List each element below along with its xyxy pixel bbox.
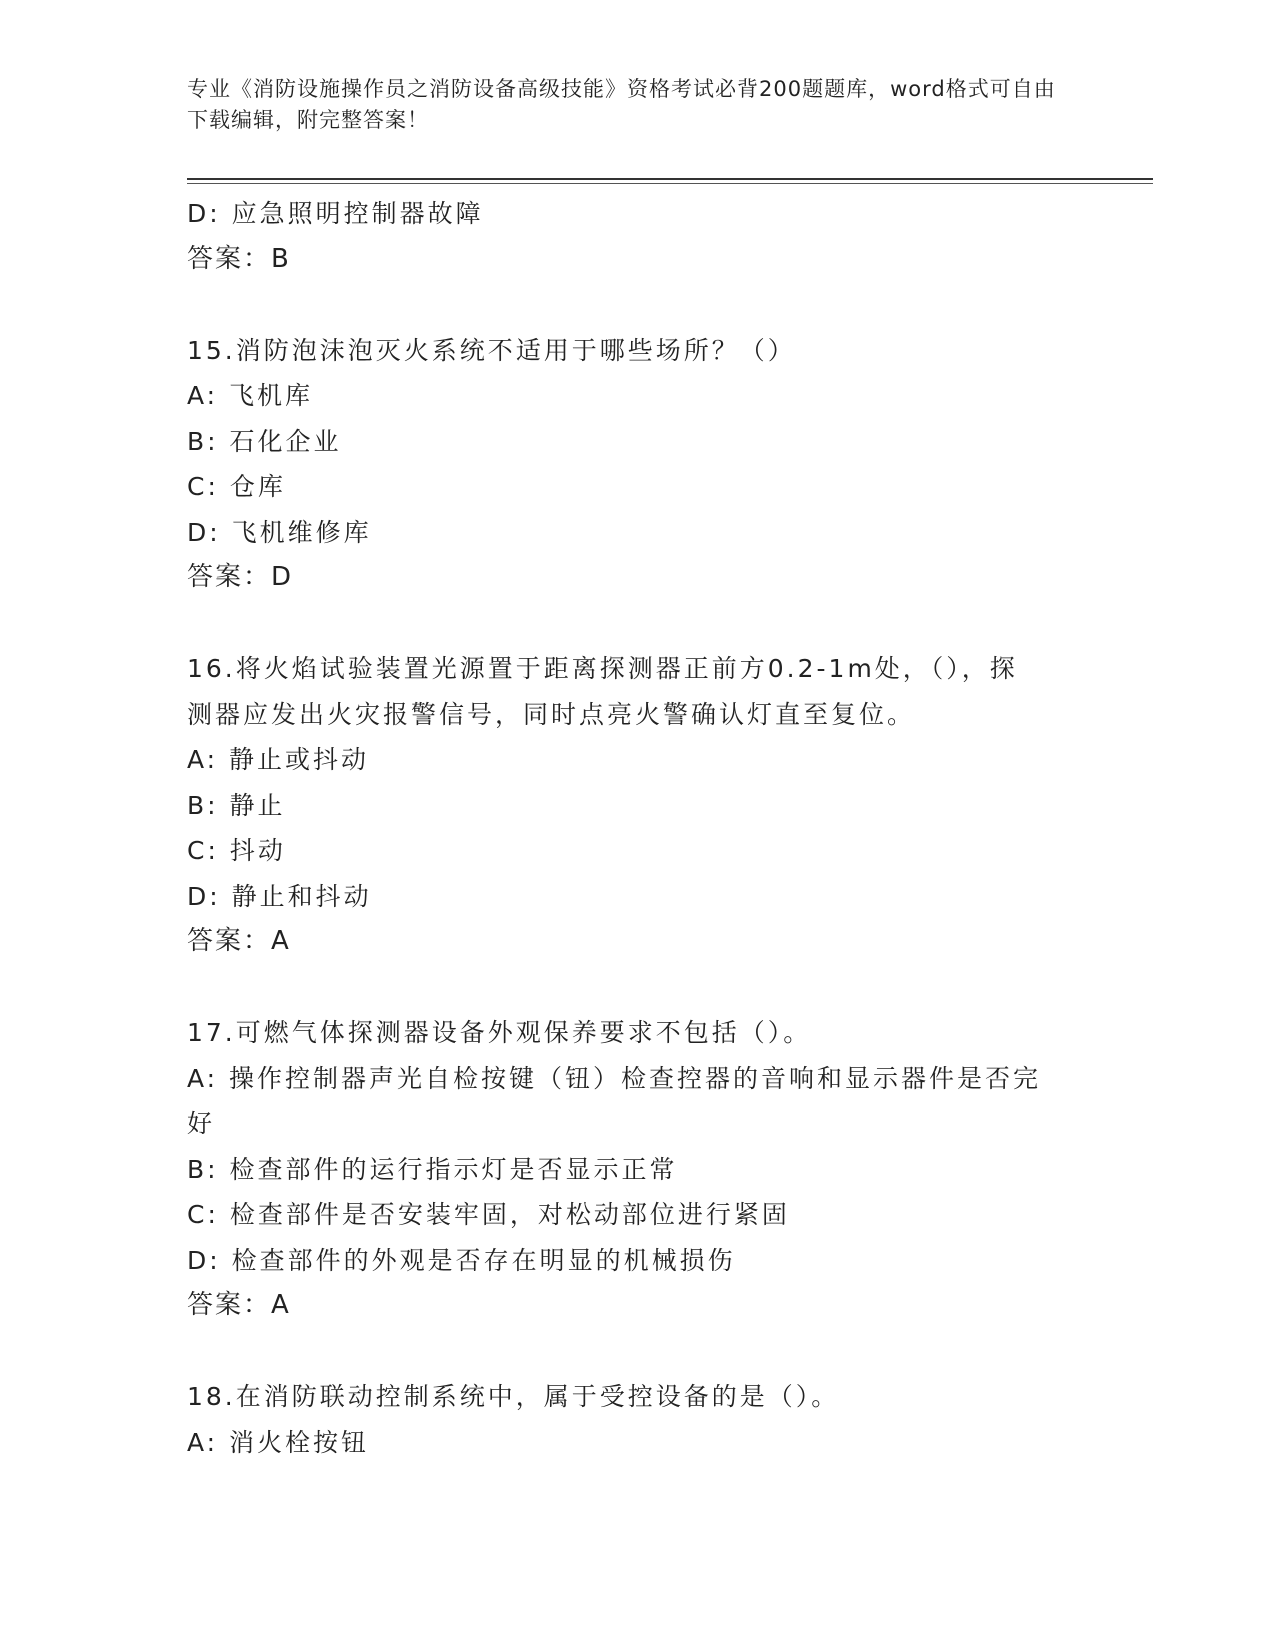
option-b: B: 检查部件的运行指示灯是否显示正常 xyxy=(187,1154,678,1184)
spacer xyxy=(187,1329,1087,1375)
question-stem: 18.在消防联动控制系统中，属于受控设备的是（）。 xyxy=(187,1382,840,1411)
spacer xyxy=(187,601,1087,647)
option-c: C: 仓库 xyxy=(187,472,286,501)
option-d: D: 检查部件的外观是否存在明显的机械损伤 xyxy=(187,1245,736,1275)
option-a: A: 静止或抖动 xyxy=(187,745,370,774)
option-c: C: 检查部件是否安装牢固，对松动部位进行紧固 xyxy=(187,1200,790,1229)
document-header: 专业《消防设施操作员之消防设备高级技能》资格考试必背200题题库，word格式可自由下载编辑，附完整答案！ xyxy=(187,77,1056,132)
option-d: D: 静止和抖动 xyxy=(187,881,372,911)
option-a: A: 飞机库 xyxy=(187,381,314,410)
answer: 答案：B xyxy=(187,243,291,274)
option-d: D: 飞机维修库 xyxy=(187,517,372,547)
option-c: C: 抖动 xyxy=(187,836,286,865)
spacer xyxy=(187,965,1087,1011)
question-stem: 16.将火焰试验装置光源置于距离探测器正前方0.2-1m处，（），探测器应发出火灾报警信号，同时点亮火警确认灯直至复位。 xyxy=(187,654,1018,729)
answer: 答案：D xyxy=(187,562,294,592)
answer: 答案：A xyxy=(187,1290,291,1320)
answer: 答案：A xyxy=(187,926,291,956)
header-divider-thick xyxy=(187,178,1153,180)
question-content xyxy=(187,191,1087,1465)
option-b: B: 静止 xyxy=(187,790,286,820)
option-a: A: 消火栓按钮 xyxy=(187,1427,370,1457)
question-stem: 17.可燃气体探测器设备外观保养要求不包括（）。 xyxy=(187,1018,812,1047)
option-a: A: 操作控制器声光自检按键（钮）检查控器的音响和显示器件是否完好 xyxy=(187,1063,1042,1138)
question-stem: 15.消防泡沫泡灭火系统不适用于哪些场所？（） xyxy=(187,335,796,365)
option-d: D: 应急照明控制器故障 xyxy=(187,199,484,228)
spacer xyxy=(187,282,1087,328)
header-divider-thin xyxy=(187,183,1153,184)
option-b: B: 石化企业 xyxy=(187,426,342,456)
